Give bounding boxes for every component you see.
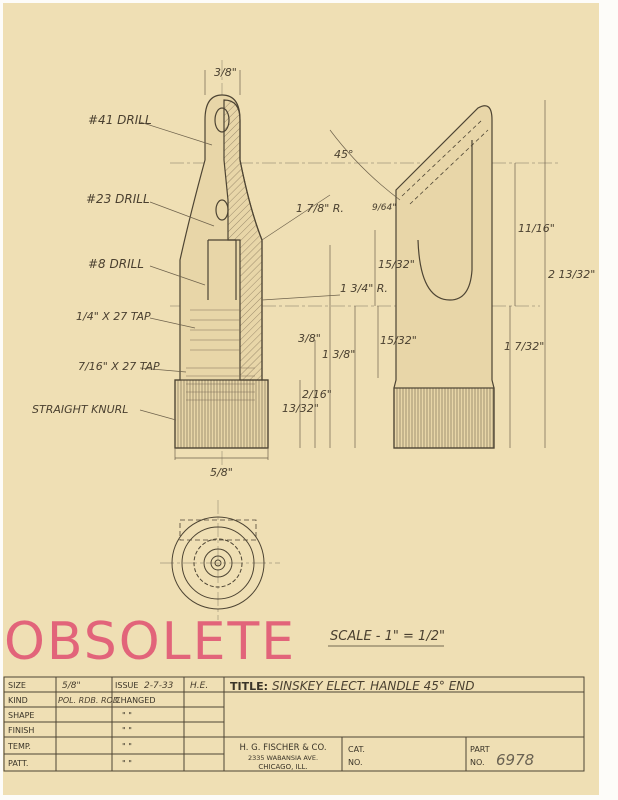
company-name: H. G. FISCHER & CO. — [239, 743, 327, 753]
dim-1-3-8: 1 3/8" — [322, 348, 356, 361]
dim-bottom-width: 5/8" — [210, 466, 233, 479]
dim-radius-small: 1 3/4" R. — [340, 282, 388, 295]
callout-straight-knurl: STRAIGHT KNURL — [32, 403, 129, 416]
cat-no-label: NO. — [348, 758, 363, 767]
callout-tap-quarter: 1/4" X 27 TAP — [76, 310, 151, 323]
shape-label: SHAPE — [8, 711, 35, 720]
callout-drill-23: #23 DRILL — [86, 192, 150, 206]
dim-2-13-32: 2 13/32" — [548, 268, 596, 281]
issue-value: 2-7-33 — [144, 681, 174, 691]
obsolete-stamp: OBSOLETE — [4, 612, 297, 672]
part-no-label: NO. — [470, 758, 485, 767]
section-view — [175, 95, 268, 448]
title-value: SINSKEY ELECT. HANDLE 45° END — [272, 679, 475, 693]
dim-13-32: 13/32" — [282, 402, 319, 415]
cat-label: CAT. — [348, 745, 365, 754]
ditto-finish: " " — [122, 726, 132, 735]
part-number: 6978 — [496, 751, 535, 769]
ditto-shape: " " — [122, 711, 132, 720]
dim-radius-large: 1 7/8" R. — [296, 202, 344, 215]
callout-drill-8: #8 DRILL — [88, 257, 144, 271]
size-label: SIZE — [8, 681, 26, 690]
changed-label: CHANGED — [115, 696, 156, 705]
callout-drill-41: #41 DRILL — [88, 113, 152, 127]
dim-tip: 9/64" — [372, 203, 397, 213]
dim-11-16: 11/16" — [518, 222, 555, 235]
issue-label: ISSUE — [115, 681, 139, 690]
company-address: 2335 WABANSIA AVE. — [247, 754, 319, 762]
scale-note: SCALE - 1" = 1/2" — [330, 629, 445, 644]
size-value: 5/8" — [62, 681, 81, 691]
dim-15-32-b: 15/32" — [380, 334, 417, 347]
title-label: TITLE: — [230, 680, 269, 693]
dim-15-32-a: 15/32" — [378, 258, 415, 271]
kind-label: KIND — [8, 696, 28, 705]
finish-label: FINISH — [8, 726, 35, 735]
temp-label: TEMP. — [8, 742, 31, 751]
patt-label: PATT. — [8, 759, 29, 768]
callout-tap-sevensixteenths: 7/16" X 27 TAP — [78, 360, 160, 373]
kind-value: POL. RDB. ROD — [58, 696, 119, 705]
dim-top-width: 3/8" — [214, 66, 237, 79]
ditto-patt: " " — [122, 759, 132, 768]
part-label: PART — [470, 745, 490, 754]
side-view — [394, 106, 494, 448]
dim-1-7-32: 1 7/32" — [504, 340, 545, 353]
dim-3-8: 3/8" — [298, 332, 321, 345]
company-city: CHICAGO, ILL. — [258, 763, 308, 771]
dim-2-16: 2/16" — [302, 388, 332, 401]
ditto-temp: " " — [122, 742, 132, 751]
dim-angle: 45° — [334, 148, 354, 161]
issue-initials: H.E. — [190, 681, 209, 691]
